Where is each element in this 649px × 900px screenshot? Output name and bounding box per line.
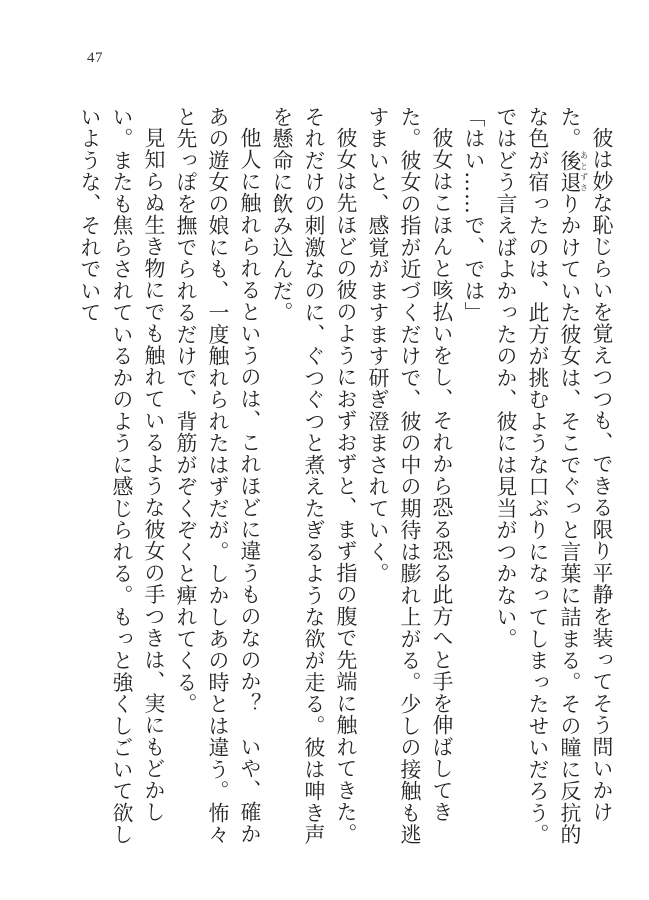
text-run: 見知らぬ生き物にでも触れているような彼女の手つきは、実にもどかしい。またも焦らされているかのように感じられる。もっと強くしごいて欲しいような、それでいて [77,106,165,846]
dialogue-line: 「はい……で、では」 [461,106,485,324]
vertical-body-text [73,106,617,848]
text-run: 他人に触れられるというのは、これほどに違うものなのか？ いや、確かあの遊女の娘にも、一度触れられたはずだが。しかしあの時とは違う。怖々と先っぽを撫でられるだけで、背筋がぞくぞくと痺れてくる。 [173,106,261,846]
text-run: 彼女はこほんと咳払いをし、それから恐る恐る此方へと手を伸ばしてきた。彼女の指が近づくだけで、彼の中の期待は膨れ上がる。少しの接触も逃すまいと、感覚がますます研ぎ澄まされていく。 [365,106,453,846]
page-number: 47 [87,50,103,66]
paragraph-3 [361,106,457,848]
text-run: 彼は妙な恥じらいを覚えつつも、できる限り平静を装ってそう問いかけた。 [557,106,613,823]
paragraph-2 [457,106,489,848]
ruby-word [557,149,589,194]
ruby-base: 後退 [557,149,581,193]
paragraph-1 [489,106,617,848]
paragraph-4 [265,106,361,848]
text-run: りかけていた彼女は、そこでぐっと言葉に詰まる。その瞳に反抗的な色が宿ったのは、此方が挑むような口ぶりになってしまったせいだろう。ではどう言えばよかったのか、彼には見当がつかない。 [493,106,581,846]
paragraph-6 [73,106,169,848]
ruby-annotation: あとずさ [579,149,589,193]
paragraph-5 [169,106,265,848]
text-run: 彼女は先ほどの彼のようにおずおずと、まず指の腹で先端に触れてきた。それだけの刺激なのに、ぐつぐつと煮えたぎるような欲が走る。彼は呻き声を懸命に飲み込んだ。 [269,106,357,846]
